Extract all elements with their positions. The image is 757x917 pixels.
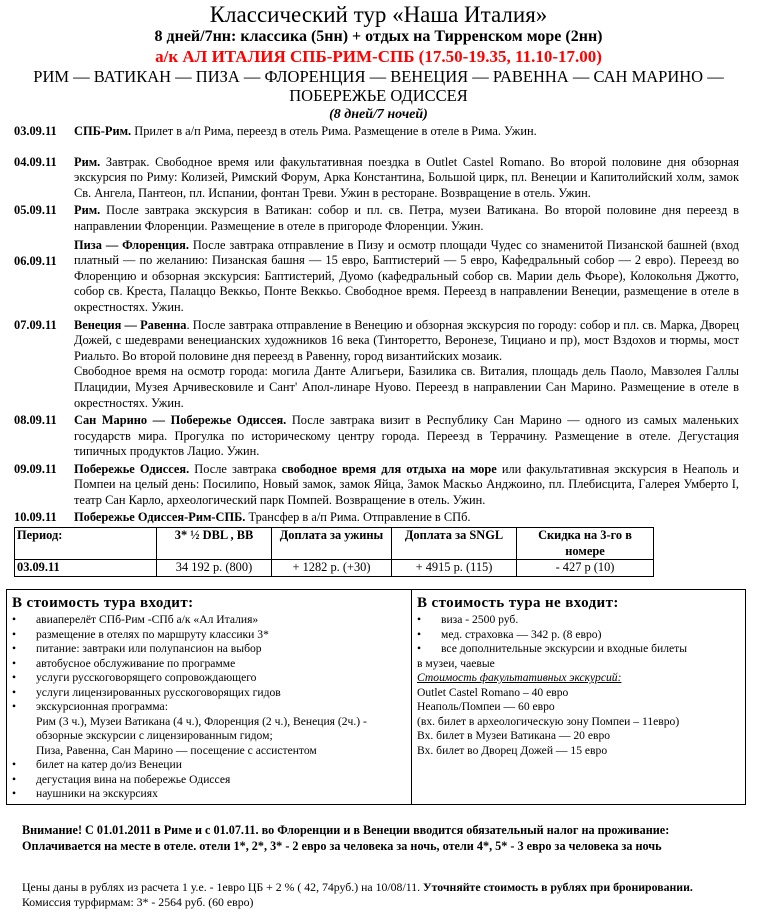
list-item-text: питание: завтраки или полупансион на выбор [36,642,262,655]
bullet-icon: • [12,685,17,699]
tour-duration: (8 дней/7 ночей) [329,107,428,122]
list-item [12,642,407,657]
list-item-text: авиаперелёт СПб-Рим -СПб а/к «Ал Италия» [36,613,259,626]
day-title: СПБ-Рим. [74,124,132,138]
bullet-icon: • [417,613,422,626]
included-column [7,590,412,804]
excursion-detail: Рим (3 ч.), Музеи Ватикана (4 ч.), Флоренция (2 ч.), Венеция (2ч.) - обзорные экскурсии с лицензированным гидом; [36,714,367,742]
day-title: Пиза — Флоренция. [74,237,189,252]
optional-excursion: Вх. билет во Дворец Дожей — 15 евро [417,743,608,757]
list-item-text: все дополнительные экскурсии и входные билеты [441,642,688,655]
itinerary-day [14,318,739,412]
included-heading: В стоимость тура входит: [12,595,194,611]
commission-note: Комиссия турфирмам: 3* - 2564 руб. (60 евро) [22,895,254,909]
itinerary [14,124,739,525]
not-included-list [417,613,741,657]
inclusions-box [6,589,746,805]
day-text: Трансфер в а/п Рима. Отправление в СПб. [248,509,471,524]
bullet-icon: • [12,627,17,641]
column-header: Период: [15,528,157,560]
list-item [417,628,741,643]
airline-info: а/к АЛ ИТАЛИЯ СПБ-РИМ-СПБ (17.50-19.35, 11.10-17.00) [155,47,602,66]
day-date: 06.09.11 [14,253,57,268]
price-cell: 34 192 р. (800) [157,560,272,577]
list-item-text: услуги русскоговорящего сопровождающего [36,671,257,684]
day-text: Прилет в а/п Рима, переезд в отель Рима. Размещение в отеле в Рима. Ужин. [134,124,537,138]
day-highlight: свободное время для отдыха на море [281,461,497,476]
bullet-icon: • [12,772,17,786]
column-header [517,528,654,560]
bullet-icon: • [12,787,17,800]
rates-note: Цены даны в рублях из расчета 1 у.е. - 1евро ЦБ + 2 % ( 42, 74руб.) на 10/08/11. [22,880,421,894]
day-title: Рим. [74,154,101,169]
day-date: 08.09.11 [14,413,57,428]
list-item [417,613,741,628]
itinerary-day [14,238,739,316]
day-text: После завтрака экскурсия в Ватикан: собор и пл. св. Петра, музеи Ватикана. Во второй половине дня переезд в направлении Флоренции. Размещение в отеле в пригороде Флоренции. Ужин. [74,203,739,233]
list-item-text: автобусное обслуживание по программе [36,656,236,670]
list-item [417,642,741,657]
list-item-text: мед. страховка — 342 р. (8 евро) [441,627,602,641]
list-item-text: билет на катер до/из Венеции [36,758,182,771]
optional-excursion: (вх. билет в археологическую зону Помпеи – 11евро) [417,714,680,728]
price-table [14,527,654,577]
day-text: После завтрака визит в Республику Сан Марино — одного из самых маленьких государств мира. Прогулка по историческому центру города. Переезд в Террачину. Размещение в отеле. Дегустация типичных продуктов Лацио. Ужин. [74,413,739,459]
optional-excursion: Неаполь/Помпеи — 60 евро [417,700,555,713]
day-date: 09.09.11 [14,461,57,476]
not-included-column [412,590,745,804]
column-header: Доплата за ужины [272,528,392,560]
route-cities: РИМ — ВАТИКАН — ПИЗА — ФЛОРЕНЦИЯ — ВЕНЕЦИЯ — РАВЕННА — САН МАРИНО — ПОБЕРЕЖЬЕ ОДИССЕЯ [33,67,724,105]
bullet-icon: • [12,671,17,684]
rates-warning: Уточняйте стоимость в рублях при бронировании. [423,880,693,894]
day-title: Побережье Одиссея. [74,461,190,476]
period-cell: 03.09.11 [15,560,157,577]
itinerary-day [14,462,739,509]
list-item-text: наушники на экскурсиях [36,787,158,800]
itinerary-day [14,510,739,526]
excursion-detail: Пиза, Равенна, Сан Марино — посещение с ассистентом [36,743,317,757]
list-item-text: размещение в отелях по маршруту классики 3* [36,627,269,641]
itinerary-day [14,124,739,140]
itinerary-day [14,203,739,234]
table-header-row [15,528,654,560]
list-item [12,787,407,802]
day-title: Сан Марино — Побережье Одиссея. [74,413,287,428]
not-included-continuation: в музеи, чаевые [417,656,495,670]
itinerary-day [14,413,739,460]
optional-excursion: Вх. билет в Музеи Ватикана — 20 евро [417,729,611,742]
itinerary-day [14,155,739,202]
footer [22,880,747,910]
day-text: После завтрака отправление в Пизу и осмотр площади Чудес со знаменитой Пизанской башней (вход платный — по желанию: Пизанская башня — 15 евро, Баптистерий — 5 евро, Кафедральный собор — 2 евро). Переезд во Флоренцию и обзорная экскурсия: Баптистерий, Дуомо (кафедральный собор св. Марии дель Фьоре), Колокольня Джотто, собор св. Креста, Палаццо Веккьо, Понте Веккьо. Свободное время. Переезд в направлении Венеции, размещение в отеле в окрестностях. Ужин. [74,237,739,314]
bullet-icon: • [12,642,17,655]
optional-excursion: Outlet Castel Romano – 40 евро [417,685,569,699]
day-date: 05.09.11 [14,203,57,218]
list-item-text: услуги лицензированных русскоговорящих гидов [36,685,281,699]
list-item-text: экскурсионная программа: [36,700,168,713]
bullet-icon: • [12,700,17,713]
day-text-continued: Свободное время на осмотр города: могила Данте Алигьери, Базилика св. Виталия, площадь дель Паоло, Мавзолея Галлы Плацидии, Музея Арчивесковиле и Сант' Апол-линаре Нуово. Переезд в направлении Сан Марино. Размещение в отеле в окрестностях. Ужин. [74,364,739,410]
page-title: Классический тур «Наша Италия» [209,2,548,27]
day-date: 04.09.11 [14,154,57,169]
day-text: После завтрака [194,461,277,476]
price-cell: + 1282 р. (+30) [272,560,392,577]
not-included-heading: В стоимость тура не входит: [417,595,619,611]
bullet-icon: • [12,613,17,626]
tax-notice: Внимание! С 01.01.2011 в Риме и с 01.07.11. во Флоренции и в Венеции вводится обязательный налог на проживание: Оплачивается на месте в отеле. отели 1*, 2*, 3* - 2 евро за человека за ночь, отели 4*, 5* - 3 евро за человека за ночь [22,823,670,853]
bullet-icon: • [12,656,17,670]
day-date: 10.09.11 [14,509,57,524]
list-item [12,758,407,773]
bullet-icon: • [12,758,17,771]
list-item [12,700,407,758]
tour-subtitle: 8 дней/7нн: классика (5нн) + отдых на Тирренском море (2нн) [154,28,603,45]
day-date: 07.09.11 [14,317,57,332]
list-item [12,628,407,643]
day-title: Венеция — Равенна [74,317,187,332]
day-title: Рим. [74,203,101,218]
list-item-text: дегустация вина на побережье Одиссея [36,772,231,786]
list-item [12,686,407,701]
list-item [12,657,407,672]
column-header: 3* ½ DBL , BB [157,528,272,560]
day-text: Завтрак. Свободное время или факультативная поездка в Outlet Castel Romano. Во второй половине дня обзорная экскурсия по Риму: Колизей, Римский Форум, Арка Константина, Большой цирк, пл. Венеции и Капитолийский холм, замок Св. Ангела, Пантеон, пл. Испании, фонтан Треви. Ужин в ресторане. Возвращение в отель. Ужин. [74,154,739,200]
day-text: . После завтрака отправление в Венецию и обзорная экскурсия по городу: собор и пл. св. Марка, Дворец Дожей, с шедеврами венецианских художников 16 века (Тинторетто, Веронезе, Тициано и пр), мост Вздохов и тюрмы, мост Риальто. Во второй половине дня переезд в Равенну, город византийских мозаик. [74,317,740,363]
column-header: Доплата за SNGL [392,528,517,560]
list-item-text: виза - 2500 руб. [441,613,519,626]
optional-excursions-heading: Стоимость факультативных экскурсий: [417,671,622,684]
day-text: или факультативная экскурсия в Неаполь и Помпеи на целый день: Посилипо, Новый замок, замок Яйца, Замок Маскьо Анджоино, пл. Плебисцита, Галерея Умберто I, театр Сан Карло, археологический парк Помпей. Возвращение в отель. Ужин. [74,461,739,508]
list-item [12,613,407,628]
price-cell: - 427 р (10) [517,560,654,577]
included-list [12,613,407,802]
list-item [12,773,407,788]
price-cell: + 4915 р. (115) [392,560,517,577]
day-title: Побережье Одиссея-Рим-СПБ. [74,509,246,524]
bullet-icon: • [417,642,422,655]
day-date: 03.09.11 [14,124,57,138]
discount-header: Скидка на 3-го в номере [538,528,632,558]
bullet-icon: • [417,627,422,641]
table-row [15,560,654,577]
list-item [12,671,407,686]
